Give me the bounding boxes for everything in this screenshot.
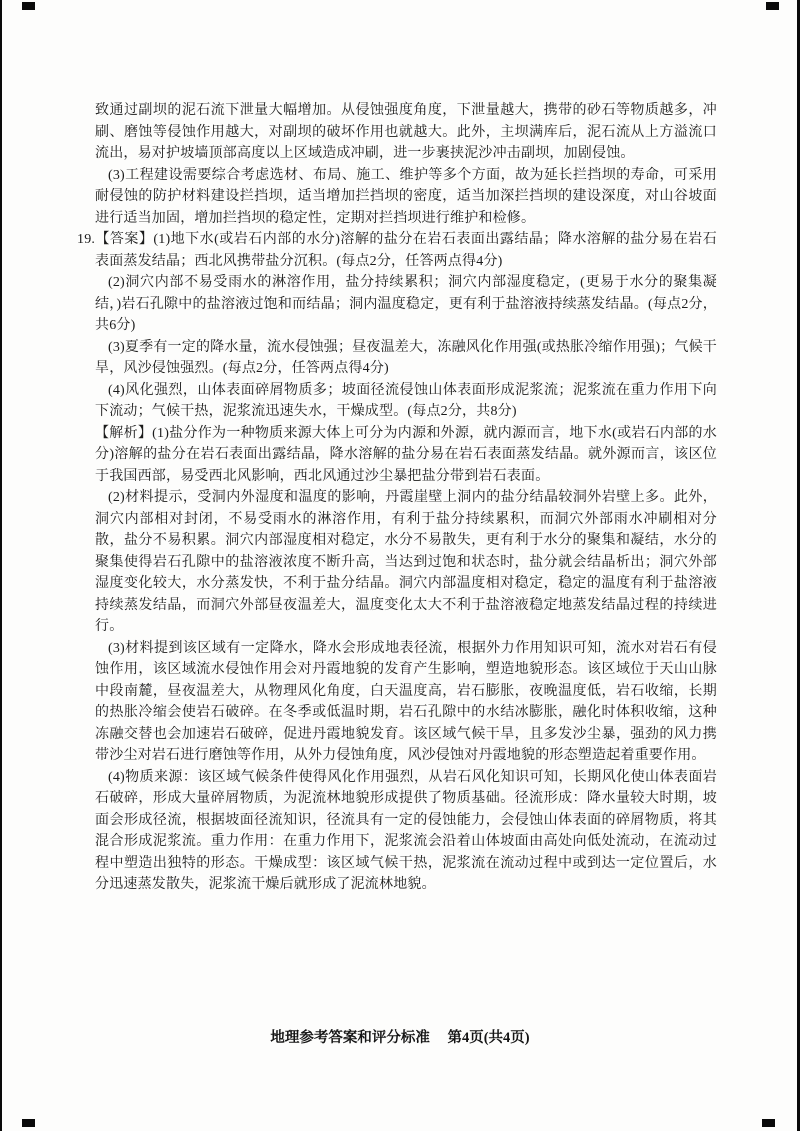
scan-edge-left xyxy=(0,0,2,1131)
analysis-19-part1: 【解析】(1)盐分作为一种物质来源大体上可分为内源和外源，就内源而言，地下水(或岩石内部的水分)溶解的盐分在岩石表面出露结晶，降水溶解的盐分易在岩石表面蒸发结晶。就外源而言，该区位于我国西部，易受西北风影响，西北风通过沙尘暴把盐分带到岩石表面。 xyxy=(95,425,717,484)
answer-18-continuation: 致通过副坝的泥石流下泄量大幅增加。从侵蚀强度角度，下泄量越大，携带的砂石等物质越多，冲刷、磨蚀等侵蚀作用越大，对副坝的破坏作用也就越大。此外，主坝满库后，泥石流从上方溢流口流出，易对护坡墙顶部高度以上区域造成冲刷，进一步裹挟泥沙冲击副坝，加剧侵蚀。 xyxy=(95,103,717,161)
scan-mark-bottom-right xyxy=(762,1119,775,1127)
document-body xyxy=(77,100,717,896)
footer-page-number: 第4页(共4页) xyxy=(447,1030,530,1046)
scan-mark-top-left xyxy=(22,2,35,10)
footer-title: 地理参考答案和评分标准 xyxy=(270,1030,430,1046)
answer-19-part4: (4)风化强烈，山体表面碎屑物质多；坡面径流侵蚀山体表面形成泥浆流；泥浆流在重力作用下向下流动；气候干热，泥浆流迅速失水，干燥成型。(每点2分，共8分) xyxy=(95,382,717,419)
page-footer xyxy=(0,1026,800,1047)
analysis-19-part2: (2)材料提示，受洞内外湿度和温度的影响，丹霞崖壁上洞内的盐分结晶较洞外岩壁上多。此外，洞穴内部相对封闭，不易受雨水的淋溶作用，有利于盐分持续累积，而洞穴外部雨水冲刷相对分散，盐分不易积累。洞穴内部湿度相对稳定，水分不易散失，更有利于水分的聚集和凝结，水分的聚集使得岩石孔隙中的盐溶液浓度不断升高，当达到过饱和状态时，盐分就会结晶析出；洞穴外部湿度变化较大，水分蒸发快，不利于盐分结晶。洞穴内部温度相对稳定，稳定的温度有利于盐溶液持续蒸发结晶，而洞穴外部昼夜温差大，温度变化太大不利于盐溶液稳定地蒸发结晶过程的持续进行。 xyxy=(95,490,717,634)
answer-18-part3: (3)工程建设需要综合考虑选材、布局、施工、维护等多个方面，故为延长拦挡坝的寿命，可采用耐侵蚀的防护材料建设拦挡坝，适当增加拦挡坝的密度，适当加深拦挡坝的建设深度，对山谷坡面进行适当加固，增加拦挡坝的稳定性，定期对拦挡坝进行维护和检修。 xyxy=(95,167,717,226)
answer-19-part3: (3)夏季有一定的降水量，流水侵蚀强；昼夜温差大，冻融风化作用强(或热胀冷缩作用强)；气候干旱，风沙侵蚀强烈。(每点2分，任答两点得4分) xyxy=(95,339,717,376)
analysis-19-part3: (3)材料提到该区域有一定降水，降水会形成地表径流，根据外力作用知识可知，流水对岩石有侵蚀作用，该区域流水侵蚀作用会对丹霞地貌的发育产生影响，塑造地貌形态。该区域位于天山山脉中段南麓，昼夜温差大，从物理风化角度，白天温度高，岩石膨胀，夜晚温度低，岩石收缩，长期的热胀冷缩会使岩石破碎。在冬季或低温时期，岩石孔隙中的水结冰膨胀，融化时体积收缩，这种冻融交替也会加速岩石破碎，促进丹霞地貌发育。该区域气候干旱，且多发沙尘暴，强劲的风力携带沙尘对岩石进行磨蚀等作用，从外力侵蚀角度，风沙侵蚀对丹霞地貌的形态塑造起着重要作用。 xyxy=(95,640,717,763)
scan-mark-top-right xyxy=(766,2,779,10)
answer-19-part1: 19.【答案】(1)地下水(或岩石内部的水分)溶解的盐分在岩石表面出露结晶；降水溶解的盐分易在岩石表面蒸发结晶；西北风携带盐分沉积。(每点2分，任答两点得4分) xyxy=(77,232,717,269)
analysis-19-part4: (4)物质来源：该区域气候条件使得风化作用强烈，从岩石风化知识可知，长期风化使山体表面岩石破碎，形成大量碎屑物质，为泥流林地貌形成提供了物质基础。径流形成：降水量较大时期，坡面会形成径流，根据坡面径流知识，径流具有一定的侵蚀能力，会侵蚀山体表面的碎屑物质，将其混合形成泥浆流。重力作用：在重力作用下，泥浆流会沿着山体坡面由高处向低处流动，在流动过程中塑造出独特的形态。干燥成型：该区域气候干热，泥浆流在流动过程中或到达一定位置后，水分迅速蒸发散失，泥浆流干燥后就形成了泥流林地貌。 xyxy=(95,769,717,892)
scan-mark-bottom-left xyxy=(22,1119,35,1127)
answer-19-part2: (2)洞穴内部不易受雨水的淋溶作用，盐分持续累积；洞穴内部湿度稳定，(更易于水分的聚集凝结，)岩石孔隙中的盐溶液过饱和而结晶；洞内温度稳定，更有利于盐溶液持续蒸发结晶。(每点2分，共6分) xyxy=(95,275,717,333)
